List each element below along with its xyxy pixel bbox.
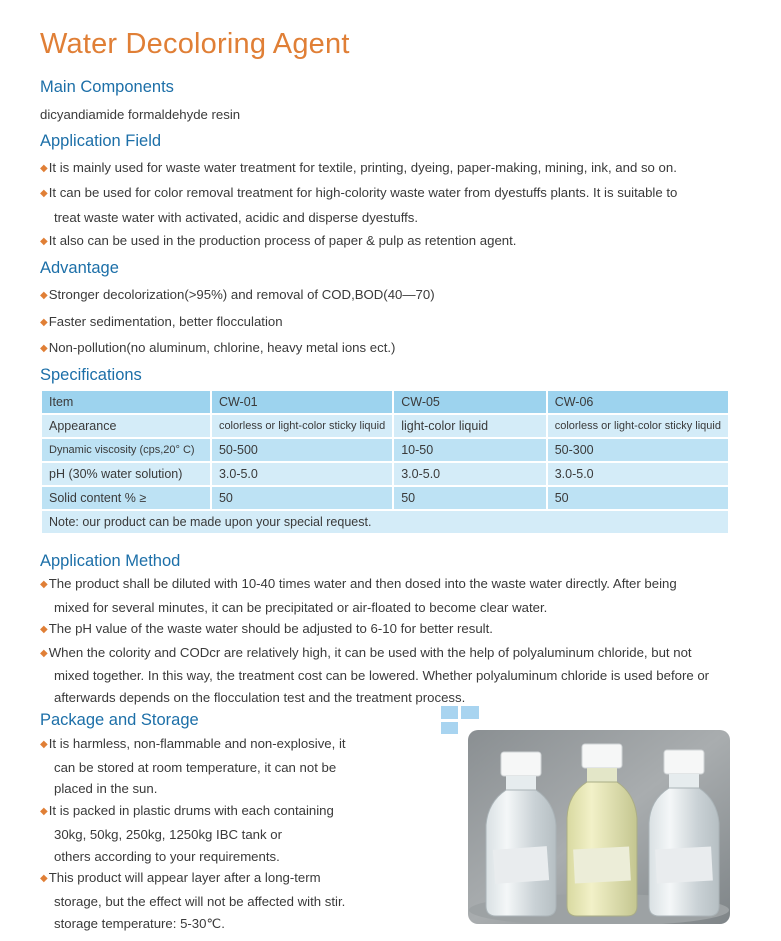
- application-field-heading: Application Field: [40, 132, 162, 150]
- diamond-bullet-icon: ◆: [40, 163, 48, 174]
- table-cell: colorless or light-color sticky liquid: [211, 414, 393, 438]
- table-cell: 3.0-5.0: [547, 462, 729, 486]
- page-title: Water Decoloring Agent: [40, 28, 350, 60]
- diamond-bullet-icon: ◆: [40, 739, 48, 750]
- decorative-square: [461, 706, 479, 719]
- list-item: ◆It can be used for color removal treatment for high-colority waste water from dyestuffs plants. It is suitable to: [40, 185, 678, 200]
- table-header-cell: CW-05: [393, 391, 546, 414]
- table-cell: colorless or light-color sticky liquid: [547, 414, 729, 438]
- list-item: ◆Non-pollution(no aluminum, chlorine, heavy metal ions ect.): [40, 340, 396, 355]
- list-item: ◆This product will appear layer after a long-term: [40, 870, 321, 886]
- table-cell: 10-50: [393, 438, 546, 462]
- list-item-continuation: mixed together. In this way, the treatment cost can be lowered. Whether polyaluminum chloride is used before or: [54, 668, 710, 684]
- list-item-continuation: storage, but the effect will not be affected with stir.: [54, 893, 346, 909]
- table-cell: pH (30% water solution): [42, 462, 211, 486]
- list-item-continuation: can be stored at room temperature, it can not be: [54, 759, 337, 775]
- decorative-square: [441, 722, 458, 734]
- table-header-cell: CW-06: [547, 391, 729, 414]
- list-item: ◆When the colority and CODcr are relatively high, it can be used with the help of polyaluminum chloride, but not: [40, 644, 692, 660]
- diamond-bullet-icon: ◆: [40, 316, 48, 328]
- table-cell: 50: [547, 486, 729, 510]
- table-cell: Dynamic viscosity (cps,20° C): [42, 438, 211, 462]
- list-item: ◆Stronger decolorization(>95%) and removal of COD,BOD(40—70): [40, 287, 435, 302]
- diamond-bullet-icon: ◆: [40, 806, 48, 818]
- list-item-continuation: treat waste water with activated, acidic and disperse dyestuffs.: [54, 210, 419, 225]
- advantage-list: [40, 283, 740, 363]
- advantage-heading: Advantage: [40, 259, 119, 277]
- product-photo: [468, 730, 730, 924]
- table-row: [42, 462, 729, 486]
- specifications-heading: Specifications: [40, 366, 142, 384]
- main-components-heading: Main Components: [40, 78, 174, 96]
- main-components-text: dicyandiamide formaldehyde resin: [40, 107, 241, 122]
- application-field-list: [40, 156, 740, 254]
- diamond-bullet-icon: ◆: [40, 290, 48, 301]
- diamond-bullet-icon: ◆: [40, 873, 48, 885]
- table-cell: 3.0-5.0: [393, 462, 546, 486]
- table-note-row: [42, 510, 729, 534]
- diamond-bullet-icon: ◆: [40, 343, 48, 354]
- table-row: [42, 438, 729, 462]
- list-item-continuation: afterwards depends on the flocculation test and the treatment process.: [54, 689, 466, 705]
- list-item-continuation: 30kg, 50kg, 250kg, 1250kg IBC tank or: [54, 826, 282, 842]
- diamond-bullet-icon: ◆: [40, 647, 48, 659]
- table-cell: 50-500: [211, 438, 393, 462]
- list-item: ◆The product shall be diluted with 10-40 times water and then dosed into the waste water directly. After being: [40, 576, 677, 591]
- table-cell: 3.0-5.0: [211, 462, 393, 486]
- table-cell: Appearance: [42, 414, 211, 438]
- list-item-continuation: others according to your requirements.: [54, 848, 280, 864]
- table-header-row: [42, 391, 729, 414]
- diamond-bullet-icon: ◆: [40, 188, 48, 199]
- application-method-heading: Application Method: [40, 552, 181, 570]
- table-row: [42, 486, 729, 510]
- list-item-continuation: storage temperature: 5-30℃.: [54, 915, 225, 931]
- package-storage-list: [40, 733, 440, 934]
- specifications-table: [42, 391, 730, 535]
- table-note: Note: our product can be made upon your special request.: [42, 510, 729, 534]
- list-item: ◆The pH value of the waste water should be adjusted to 6-10 for better result.: [40, 621, 493, 637]
- table-header-cell: CW-01: [211, 391, 393, 414]
- diamond-bullet-icon: ◆: [40, 624, 48, 636]
- table-cell: 50: [211, 486, 393, 510]
- table-cell: 50-300: [547, 438, 729, 462]
- list-item: ◆It is harmless, non-flammable and non-explosive, it: [40, 736, 346, 751]
- list-item: ◆It is mainly used for waste water treatment for textile, printing, dyeing, paper-making, mining, ink, and so on.: [40, 160, 677, 175]
- table-cell: 50: [393, 486, 546, 510]
- package-storage-heading: Package and Storage: [40, 711, 199, 729]
- list-item-continuation: placed in the sun.: [54, 781, 158, 797]
- table-cell: light-color liquid: [393, 414, 546, 438]
- table-cell: Solid content % ≥: [42, 486, 211, 510]
- diamond-bullet-icon: ◆: [40, 236, 48, 247]
- list-item-continuation: mixed for several minutes, it can be precipitated or air-floated to become clear water.: [54, 599, 548, 615]
- decorative-square: [441, 706, 458, 719]
- list-item: ◆It is packed in plastic drums with each containing: [40, 803, 334, 819]
- table-row: [42, 414, 729, 438]
- application-method-list: [40, 573, 740, 709]
- list-item: ◆It also can be used in the production process of paper & pulp as retention agent.: [40, 233, 517, 248]
- list-item: ◆Faster sedimentation, better flocculation: [40, 313, 283, 329]
- diamond-bullet-icon: ◆: [40, 579, 48, 590]
- table-header-cell: Item: [42, 391, 211, 414]
- bottles-illustration: [468, 730, 730, 924]
